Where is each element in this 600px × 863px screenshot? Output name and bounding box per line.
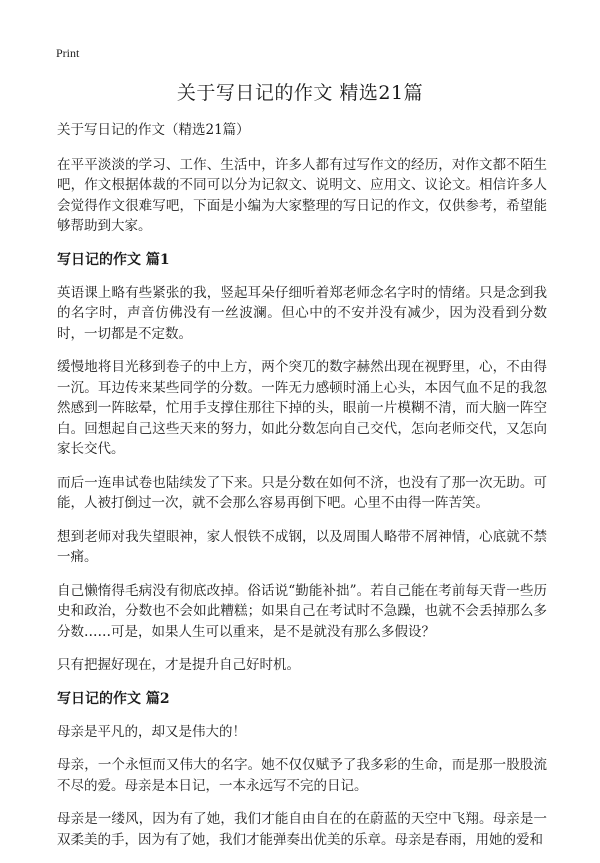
paragraph: 而后一连串试卷也陆续发了下来。只是分数在如何不济，也没有了那一次无助。可能，人被打倒过一次，就不会那么容易再倒下吧。心里不由得一阵苦笑。 bbox=[57, 474, 547, 511]
section-heading-1: 写日记的作文 篇1 bbox=[57, 251, 170, 268]
paragraph: 自己懒惰得毛病没有彻底改掉。俗话说“勤能补拙”。若自己能在考前每天背一些历史和政治，分数也不会如此糟糕；如果自己在考试时不急躁，也就不会丢掉那么多分数……可是，如果人生可以重来，是不是就没有那么多假设？ bbox=[57, 582, 547, 640]
article-subtitle: 关于写日记的作文（精选21篇） bbox=[57, 122, 250, 138]
intro-paragraph: 在平平淡淡的学习、工作、生活中，许多人都有过写作文的经历，对作文都不陌生吧，作文根据体裁的不同可以分为记叙文、说明文、应用文、议论文。相信许多人会觉得作文很难写吧，下面是小编为大家整理的写日记的作文，仅供参考，希望能够帮助到大家。 bbox=[57, 156, 547, 234]
article-body bbox=[57, 120, 547, 863]
paragraph: 母亲是平凡的，却又是伟大的！ bbox=[57, 723, 246, 740]
paragraph: 缓慢地将目光移到卷子的中上方，两个突兀的数字赫然出现在视野里，心，不由得一沉。耳边传来某些同学的分数。一阵无力感顿时涌上心头，本因气血不足的我忽然感到一阵眩晕，忙用手支撑住那往下掉的头，眼前一片模糊不清，而大脑一阵空白。回想起自己这些天来的努力，如此分数怎向自己交代，怎向老师交代，又怎向家长交代。 bbox=[57, 359, 547, 457]
page-title: 关于写日记的作文 精选21篇 bbox=[176, 82, 424, 104]
paragraph: 英语课上略有些紧张的我，竖起耳朵仔细听着郑老师念名字时的情绪。只是念到我的名字时，声音仿佛没有一丝波澜。但心中的不安并没有减少，因为没看到分数时，一切都是不定数。 bbox=[57, 284, 547, 342]
paragraph: 母亲，一个永恒而又伟大的名字。她不仅仅赋予了我多彩的生命，而是那一股股流不尽的爱。母亲是本日记，一本永远写不完的日记。 bbox=[57, 757, 547, 794]
section-heading-2: 写日记的作文 篇2 bbox=[57, 690, 170, 707]
paragraph: 只有把握好现在，才是提升自己好时机。 bbox=[57, 657, 300, 673]
paragraph: 想到老师对我失望眼神，家人恨铁不成钢，以及周围人略带不屑神情，心底就不禁一痛。 bbox=[57, 528, 547, 565]
print-link[interactable]: Print bbox=[56, 46, 80, 60]
paragraph: 母亲是一缕风，因为有了她，我们才能自由自在的在蔚蓝的天空中飞翔。母亲是一双柔美的手，因为有了她，我们才能弹奏出优美的乐章。母亲是春雨，用她的爱和 bbox=[57, 811, 547, 848]
